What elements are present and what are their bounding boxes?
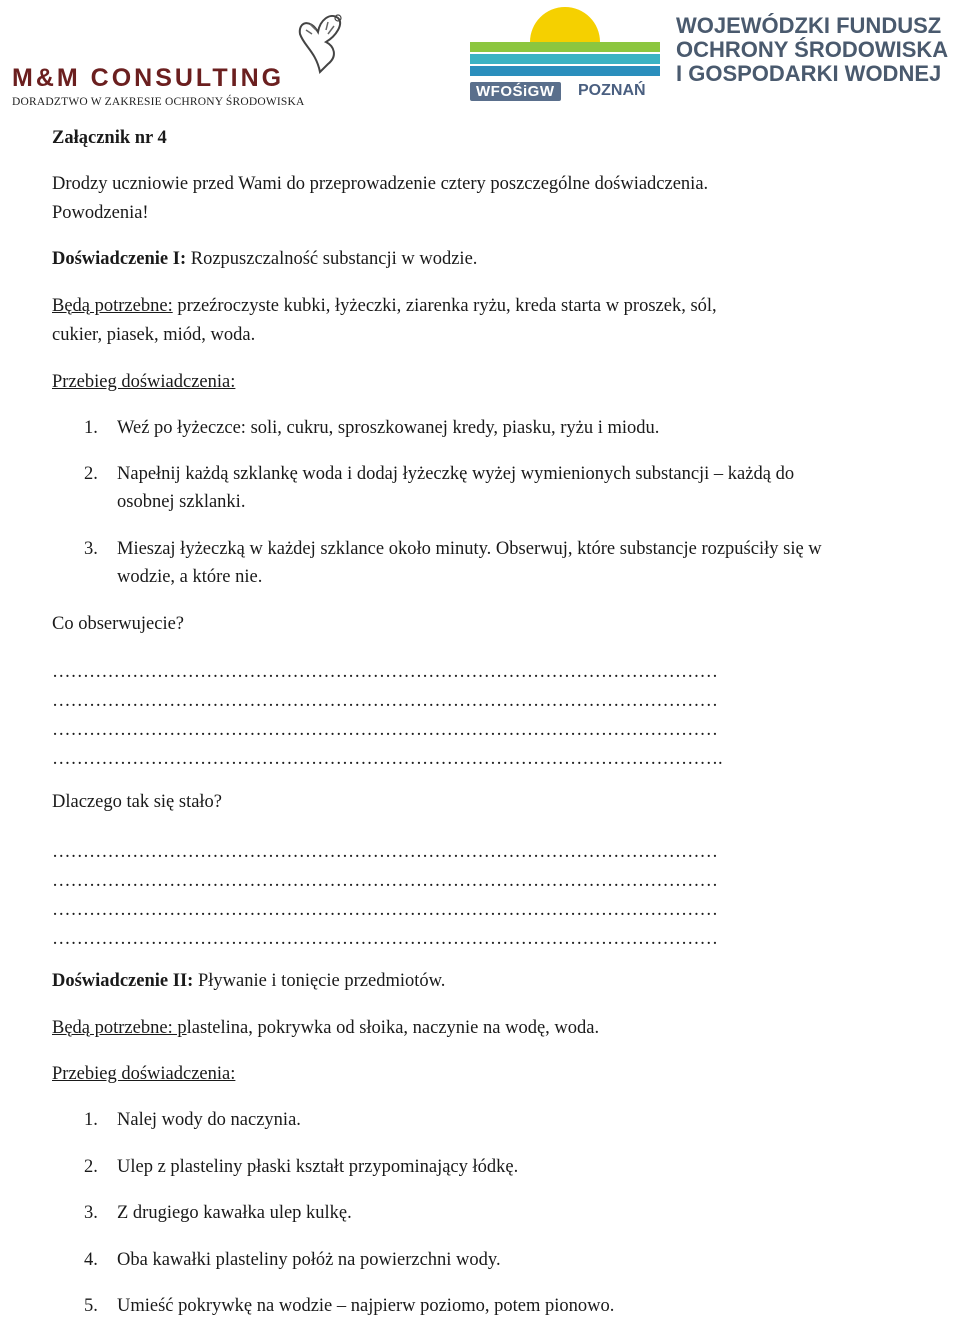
step-number: 1.	[84, 1110, 98, 1130]
fund-name-line: OCHRONY ŚRODOWISKA	[676, 37, 949, 62]
step-text: Ulep z plasteliny płaski kształt przypominający łódkę.	[117, 1157, 519, 1177]
answer-line[interactable]: ……………………………………………………………………………………………….	[52, 749, 723, 769]
needed-label: Będą potrzebne:	[52, 296, 173, 316]
wfosigw-logo	[470, 2, 660, 102]
intro-text: Powodzenia!	[52, 203, 149, 223]
exp1-needed	[52, 294, 717, 318]
document-title: Załącznik nr 4	[52, 128, 167, 148]
procedure-label: Przebieg doświadczenia:	[52, 372, 236, 392]
exp1-label: Doświadczenie I:	[52, 249, 187, 269]
answer-line[interactable]: ………………………………………………………………………………………………	[52, 720, 718, 740]
question: Dlaczego tak się stało?	[52, 792, 223, 812]
exp2-label: Doświadczenie II:	[52, 971, 194, 991]
needed-text: przeźroczyste kubki, łyżeczki, ziarenka ryżu, kreda starta w proszek, sól,	[172, 296, 717, 316]
butterfly-icon	[298, 12, 344, 76]
step-number: 3.	[84, 539, 98, 559]
answer-line[interactable]: ………………………………………………………………………………………………	[52, 662, 718, 682]
step-number: 5.	[84, 1296, 98, 1316]
wfosigw-emblem-icon	[470, 2, 660, 82]
exp1-heading	[52, 247, 477, 271]
step-number: 4.	[84, 1250, 98, 1270]
answer-line[interactable]: ………………………………………………………………………………………………	[52, 900, 718, 920]
fund-name	[676, 14, 948, 86]
step-text: Mieszaj łyżeczką w każdej szklance około minuty. Obserwuj, które substancje rozpuściły się w wodzie, a które nie.	[117, 539, 822, 587]
needed-text: lastelina, pokrywka od słoika, naczynie na wodę, woda.	[186, 1018, 600, 1038]
intro-text: Drodzy uczniowie przed Wami do przeprowadzenie cztery poszczególne doświadczenia.	[52, 174, 709, 194]
brand-tagline: DORADZTWO W ZAKRESIE OCHRONY ŚRODOWISKA	[12, 96, 305, 108]
needed-label: Będą potrzebne: p	[52, 1018, 187, 1038]
step-text: Z drugiego kawałka ulep kulkę.	[117, 1203, 352, 1223]
exp2-needed	[52, 1016, 599, 1040]
mm-consulting-logo	[8, 12, 338, 108]
step-text: Napełnij każdą szklankę woda i dodaj łyżeczkę wyżej wymienionych substancji – każdą do osobnej szklanki.	[117, 464, 795, 512]
procedure-label: Przebieg doświadczenia:	[52, 1064, 236, 1084]
answer-line[interactable]: ………………………………………………………………………………………………	[52, 691, 718, 711]
exp1-name: Rozpuszczalność substancji w wodzie.	[186, 249, 478, 269]
question: Co obserwujecie?	[52, 614, 185, 634]
fund-name-line: WOJEWÓDZKI FUNDUSZ	[676, 13, 942, 38]
wfosigw-city: POZNAŃ	[578, 82, 646, 99]
step-text: Nalej wody do naczynia.	[117, 1110, 301, 1130]
step-text: Umieść pokrywkę na wodzie – najpierw poziomo, potem pionowo.	[117, 1296, 615, 1316]
step-number: 3.	[84, 1203, 98, 1223]
brand-name: M&M CONSULTING	[12, 64, 285, 92]
step-text: Oba kawałki plasteliny połóż na powierzchni wody.	[117, 1250, 501, 1270]
fund-name-line: I GOSPODARKI WODNEJ	[676, 61, 942, 86]
step-number: 2.	[84, 464, 98, 484]
needed-text: cukier, piasek, miód, woda.	[52, 325, 256, 345]
step-text: Weź po łyżeczce: soli, cukru, sproszkowanej kredy, piasku, ryżu i miodu.	[117, 418, 660, 438]
exp2-name: Pływanie i tonięcie przedmiotów.	[193, 971, 446, 991]
step-number: 1.	[84, 418, 98, 438]
answer-line[interactable]: ………………………………………………………………………………………………	[52, 929, 718, 949]
answer-line[interactable]: ………………………………………………………………………………………………	[52, 871, 718, 891]
answer-line[interactable]: ………………………………………………………………………………………………	[52, 842, 718, 862]
step-number: 2.	[84, 1157, 98, 1177]
exp2-heading	[52, 969, 445, 993]
wfosigw-badge: WFOŚiGW	[470, 82, 561, 101]
